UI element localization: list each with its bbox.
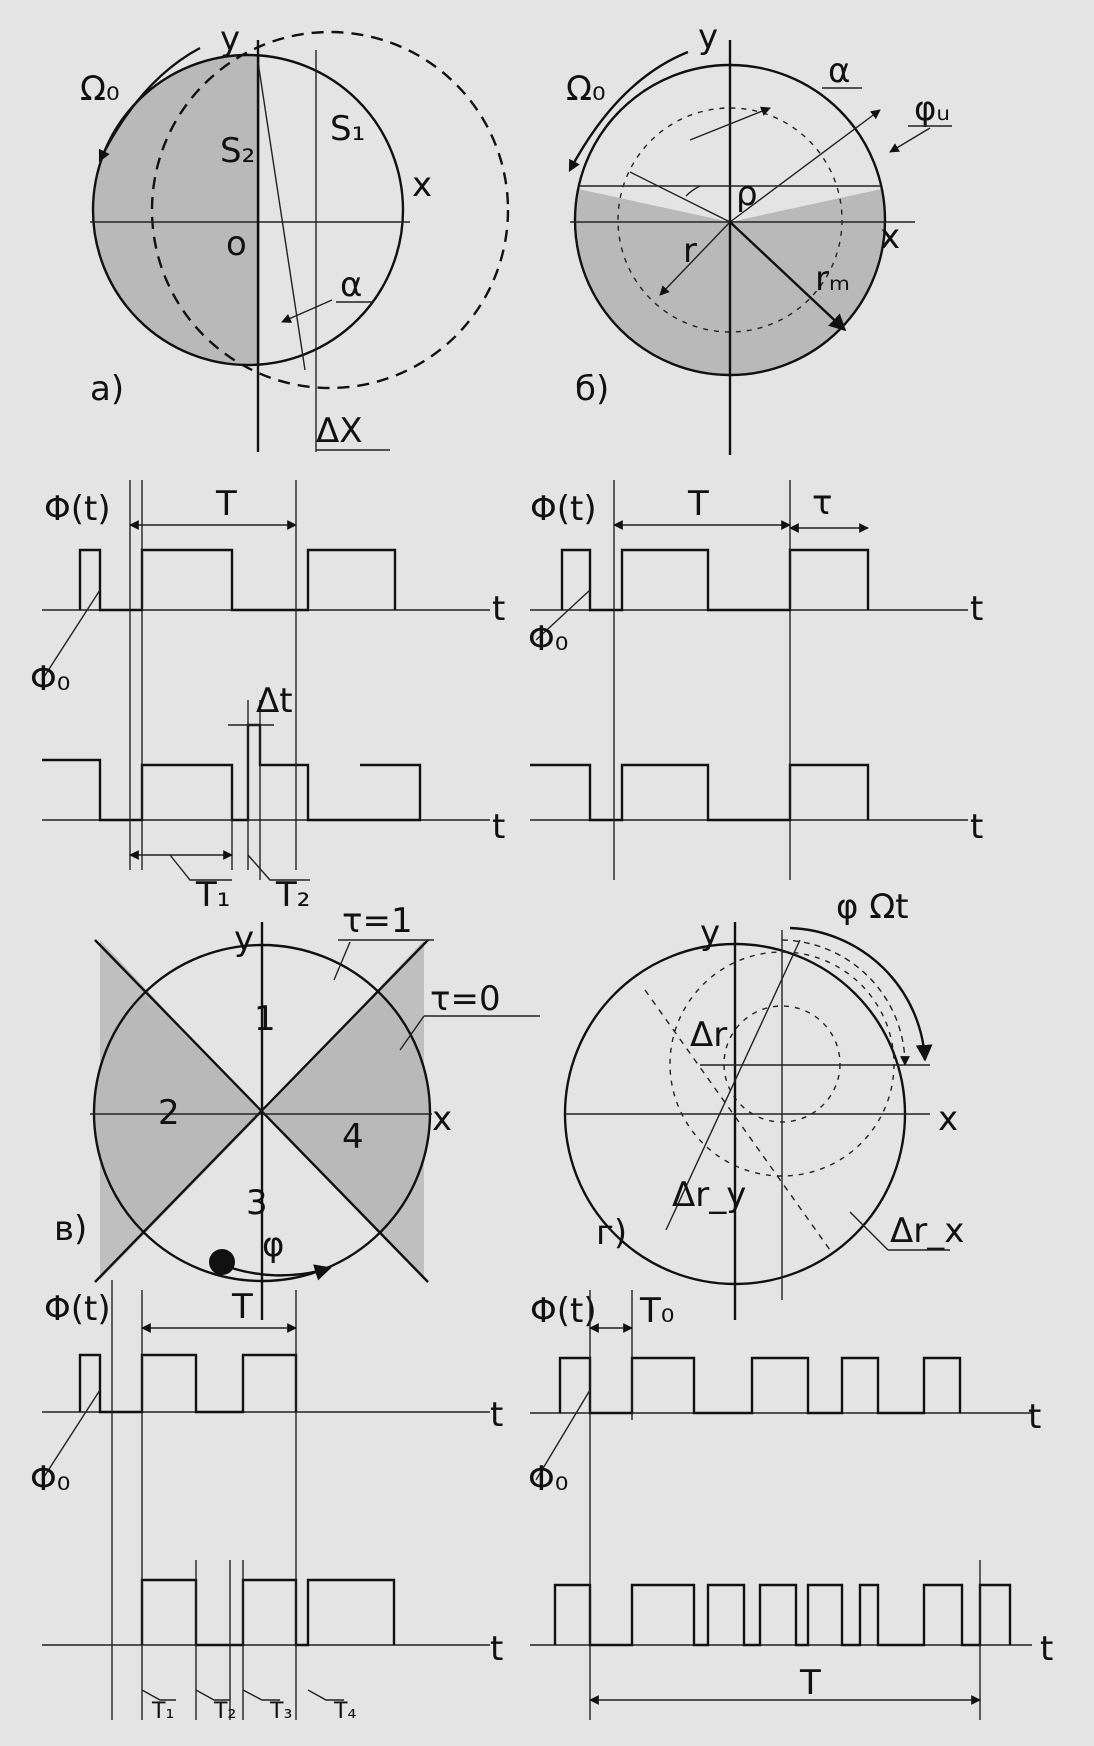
panel-a-delta-x-label: ΔX <box>316 411 363 451</box>
panel-a-origin-label: o <box>226 224 247 264</box>
panel-b-phi-u-label: φᵤ <box>914 89 951 129</box>
panel-a-x-label: x <box>412 165 433 205</box>
timing-a-t2-label: T₂ <box>276 875 311 915</box>
panel-b-rho-label: ρ <box>736 174 758 214</box>
timing-v-t4-label: T₄ <box>334 1699 357 1724</box>
panel-v-phi-label: φ <box>262 1225 285 1265</box>
panel-b-x-label: x <box>880 217 901 257</box>
timing-g-t-bottom: t <box>1040 1629 1054 1669</box>
timing-v-phi0-label: Φ₀ <box>30 1459 71 1499</box>
timing-g-bottom-period-label: T <box>800 1663 821 1703</box>
timing-b-period-label: T <box>688 484 709 524</box>
timing-v-t-top: t <box>490 1395 504 1435</box>
panel-v-quadrant-3: 3 <box>246 1183 268 1223</box>
panel-a-s2-label: S₂ <box>220 131 256 171</box>
panel-g-delta-r-label: Δr <box>690 1015 728 1055</box>
panel-g-delta-ry-label: Δr_y <box>672 1175 747 1215</box>
panel-v-dot <box>209 1249 235 1275</box>
panel-b-alpha-label: α <box>828 51 851 91</box>
panel-b-caption: б) <box>575 369 610 409</box>
timing-b-tau-label: τ <box>812 483 833 523</box>
panel-v-quadrant-2: 2 <box>158 1093 180 1133</box>
panel-g-delta-rx-label: Δr_x <box>890 1211 965 1251</box>
panel-a-s1-label: S₁ <box>330 109 366 149</box>
panel-v-y-label: y <box>234 919 255 959</box>
panel-b-y-label: y <box>698 17 719 57</box>
timing-v-t3-label: T₃ <box>270 1699 293 1724</box>
timing-v-period-label: T <box>232 1287 253 1327</box>
panel-b-rm-label: rₘ <box>815 259 851 299</box>
panel-a-alpha-label: α <box>340 265 363 305</box>
panel-g-caption: г) <box>596 1213 628 1253</box>
timing-a-delta-t-label: Δt <box>256 681 293 721</box>
timing-a-t-bottom: t <box>492 807 506 847</box>
timing-g-phi-label: Φ(t) <box>530 1291 597 1331</box>
panel-v-quadrant-4: 4 <box>342 1117 364 1157</box>
timing-a-period-label: T <box>216 484 237 524</box>
timing-v-t1-label: T₁ <box>152 1699 175 1724</box>
timing-g-phi0-label: Φ₀ <box>528 1459 569 1499</box>
timing-b-t-bottom: t <box>970 807 984 847</box>
timing-v-phi-label: Φ(t) <box>44 1289 111 1329</box>
timing-b-t-top: t <box>970 589 984 629</box>
panel-a-omega-label: Ω₀ <box>80 69 120 109</box>
panel-g-x-label: x <box>938 1099 959 1139</box>
timing-b-phi-label: Φ(t) <box>530 489 597 529</box>
panel-v-tau0-label: τ=0 <box>430 979 501 1019</box>
timing-g-t-top: t <box>1028 1397 1042 1437</box>
panel-b-r-label: r <box>683 231 697 271</box>
panel-v-caption: в) <box>54 1209 88 1249</box>
timing-v-t-bottom: t <box>490 1629 504 1669</box>
timing-g-period-label: T₀ <box>640 1291 675 1331</box>
panel-v-x-label: x <box>432 1099 453 1139</box>
panel-v-quadrant-1: 1 <box>254 999 276 1039</box>
timing-a-phi-label: Φ(t) <box>44 489 111 529</box>
panel-a-y-label: y <box>220 19 241 59</box>
timing-b-phi0-label: Φ₀ <box>528 619 569 659</box>
panel-b-omega-label: Ω₀ <box>566 69 606 109</box>
panel-g-y-label: y <box>700 913 721 953</box>
panel-v-tau1-label: τ=1 <box>342 901 413 941</box>
panel-a-caption: а) <box>90 369 125 409</box>
timing-a-phi0-label: Φ₀ <box>30 659 71 699</box>
panel-g-phi-omega-label: φ Ωt <box>836 887 909 927</box>
timing-a-t1-label: T₁ <box>196 875 231 915</box>
timing-a-t-top: t <box>492 589 506 629</box>
timing-v-t2-label: T₂ <box>214 1699 237 1724</box>
